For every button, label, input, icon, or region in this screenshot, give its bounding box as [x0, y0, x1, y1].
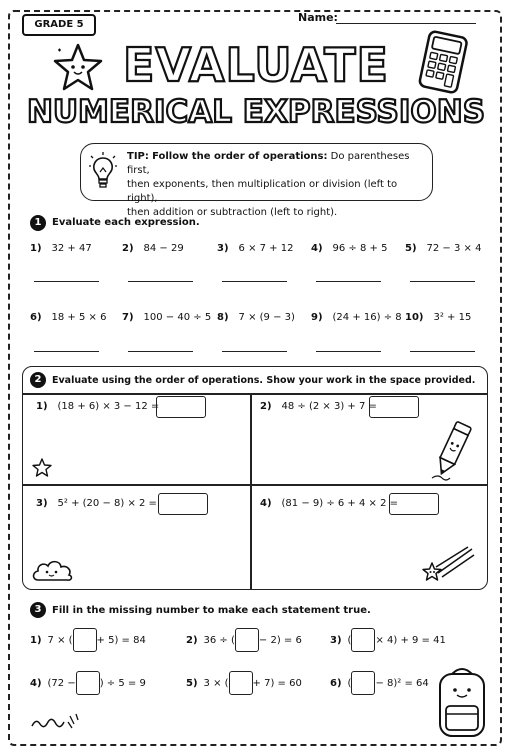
s1-item-9: 9) (24 + 16) ÷ 8 — [311, 312, 402, 323]
s1-item-3: 3) 6 × 7 + 12 — [217, 243, 294, 254]
title-line1: EVALUATE — [123, 38, 389, 92]
s3-item-3: 3) ( × 4) + 9 = 41 — [330, 628, 446, 652]
s1-answer-3[interactable] — [222, 281, 287, 282]
squiggle-icon — [30, 712, 80, 734]
s3-answer-6[interactable] — [351, 671, 375, 695]
shooting-star-icon — [420, 545, 476, 585]
s2-item-2: 2) 48 ÷ (2 × 3) + 7 = — [260, 401, 377, 412]
tip-label: TIP: — [127, 151, 149, 162]
s3-item-2: 2) 36 ÷ ( − 2) = 6 — [186, 628, 302, 652]
tip-box — [80, 143, 433, 218]
s1-item-5: 5) 72 − 3 × 4 — [405, 243, 482, 254]
s3-item-4: 4) (72 − ) ÷ 5 = 9 — [30, 671, 146, 695]
s1-item-6: 6) 18 + 5 × 6 — [30, 312, 107, 323]
s3-answer-1[interactable] — [73, 628, 97, 652]
section1-title: Evaluate each expression. — [52, 217, 200, 228]
lightbulb-icon — [90, 152, 116, 192]
s2-answer-4[interactable] — [389, 493, 439, 515]
s3-answer-3[interactable] — [351, 628, 375, 652]
s2-item-4: 4) (81 − 9) ÷ 6 + 4 × 2 = — [260, 498, 399, 509]
s1-answer-4[interactable] — [316, 281, 381, 282]
s3-answer-5[interactable] — [229, 671, 253, 695]
s3-answer-4[interactable] — [76, 671, 100, 695]
s1-item-1: 1) 32 + 47 — [30, 243, 92, 254]
s2-item-3: 3) 5² + (20 − 8) × 2 = — [36, 498, 157, 509]
section2-badge: 2 — [30, 372, 46, 388]
section3-badge: 3 — [30, 602, 46, 618]
s1-item-4: 4) 96 ÷ 8 + 5 — [311, 243, 388, 254]
s3-item-6: 6) ( − 8)² = 64 — [330, 671, 429, 695]
s1-answer-1[interactable] — [34, 281, 99, 282]
backpack-icon — [430, 666, 494, 740]
name-label: Name: — [298, 11, 338, 24]
section2-title: Evaluate using the order of operations. Show your work in the space provided. — [52, 375, 476, 386]
small-star-icon — [32, 458, 52, 478]
section1-badge: 1 — [30, 215, 46, 231]
s2-item-1: 1) (18 + 6) × 3 − 12 = — [36, 401, 160, 412]
section3-title: Fill in the missing number to make each statement true. — [52, 605, 371, 616]
s3-item-5: 5) 3 × ( + 7) = 60 — [186, 671, 302, 695]
s1-answer-6[interactable] — [34, 351, 99, 352]
s1-answer-10[interactable] — [410, 351, 475, 352]
title-line2: NUMERICAL EXPRESSIONS — [26, 94, 486, 130]
pencil-icon — [430, 420, 474, 482]
s3-answer-2[interactable] — [235, 628, 259, 652]
tip-text1: Do parentheses first, — [127, 151, 410, 176]
s1-item-7: 7) 100 − 40 ÷ 5 — [122, 312, 212, 323]
tip-text2: then exponents, then multiplication or division (left to right), — [127, 179, 398, 204]
tip-text3: then addition or subtraction (left to right). — [127, 207, 338, 218]
grade-badge: GRADE 5 — [22, 14, 96, 36]
s1-item-10: 10) 3² + 15 — [405, 312, 472, 323]
s1-answer-2[interactable] — [128, 281, 193, 282]
s2-answer-1[interactable] — [156, 396, 206, 418]
s1-item-2: 2) 84 − 29 — [122, 243, 184, 254]
s3-item-1: 1) 7 × ( + 5) = 84 — [30, 628, 146, 652]
s1-answer-8[interactable] — [222, 351, 287, 352]
s2-answer-2[interactable] — [369, 396, 419, 418]
cloud-icon — [30, 556, 76, 584]
s1-answer-7[interactable] — [128, 351, 193, 352]
s1-answer-9[interactable] — [316, 351, 381, 352]
s1-item-8: 8) 7 × (9 − 3) — [217, 312, 295, 323]
s1-answer-5[interactable] — [410, 281, 475, 282]
name-field[interactable] — [336, 23, 476, 24]
tip-bold: Follow the order of operations: — [152, 151, 328, 162]
s2-answer-3[interactable] — [158, 493, 208, 515]
